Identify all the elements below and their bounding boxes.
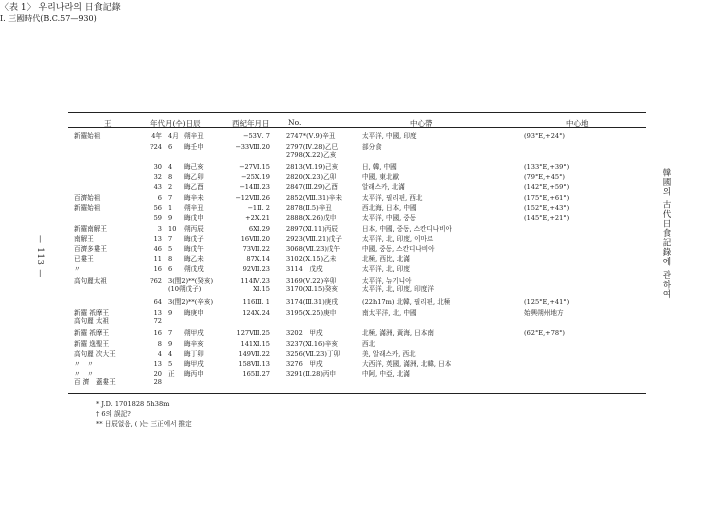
row-number: 3195(Ⅹ.25)庚申	[286, 309, 337, 317]
footnote: ** 日辰없음, ( )는 三正에서 推定	[96, 420, 192, 428]
row-month: 5	[168, 360, 173, 368]
row-month: 7	[168, 194, 173, 202]
row-western-date: Ⅺ.15	[253, 285, 270, 293]
row-central-belt: 日, 韓, 中國	[362, 163, 397, 171]
row-central-point: (133°E,+39°)	[524, 163, 570, 171]
row-king: 百 濟 蓋婁王	[74, 378, 116, 386]
row-day: 朔戊戌	[184, 265, 204, 273]
row-day: 晦甲戌	[184, 360, 204, 368]
row-western-date: +2Ⅹ.21	[245, 214, 270, 222]
row-western-date: 114Ⅳ.23	[240, 277, 270, 285]
row-year: 32	[153, 173, 162, 181]
row-king: 高句麗 太祖	[74, 317, 110, 325]
row-day: 晦丙申	[184, 370, 204, 378]
row-central-belt: 西北海, 日本, 中國	[362, 204, 417, 212]
row-western-date: −25Ⅹ.19	[240, 173, 270, 181]
row-western-date: 127Ⅷ.25	[236, 329, 270, 337]
row-western-date: 149Ⅶ.22	[238, 350, 270, 358]
row-king: 南解王	[74, 235, 94, 243]
row-western-date: 158Ⅶ.13	[238, 360, 270, 368]
row-day: 晦乙酉	[184, 183, 204, 191]
row-month: 8	[168, 255, 173, 263]
row-month: 9	[168, 340, 173, 348]
row-year: 20	[153, 370, 162, 378]
row-number: 3170(Ⅺ.15)癸亥	[286, 285, 338, 293]
row-day: 晦庚申	[184, 309, 204, 317]
row-central-belt: 太平洋, 北, 印度, 이마르	[362, 235, 434, 243]
row-king: 高句麗 次大王	[74, 350, 116, 358]
row-central-belt: 中阿, 中亞, 北滿	[362, 370, 410, 378]
row-western-date: −1Ⅱ. 2	[247, 204, 270, 212]
row-year: 13	[153, 235, 162, 243]
row-king: 新羅始祖	[74, 204, 101, 212]
row-number: 2852(Ⅷ.31)辛未	[286, 194, 342, 202]
row-day: 朔辛丑	[184, 132, 204, 140]
row-central-belt: 中國, 東北歐	[362, 173, 400, 181]
row-month: 2	[168, 183, 173, 191]
row-central-belt: 日本, 中國, 중동, 스칸디나비아	[362, 225, 452, 233]
row-central-belt: 南太平洋, 北, 中國	[362, 309, 417, 317]
row-western-date: 16Ⅷ.20	[240, 235, 270, 243]
row-month: 3(閏2)**(癸亥)	[168, 277, 214, 285]
row-number: 3237(Ⅺ.16)辛亥	[286, 340, 338, 348]
row-number: 3114 戊戌	[286, 265, 323, 273]
row-central-belt: 알래스카, 北滿	[362, 183, 405, 191]
row-central-belt: 太平洋, 北, 印度	[362, 265, 410, 273]
row-central-point: (175°E,+61°)	[524, 194, 570, 202]
bottom-rule	[68, 393, 646, 394]
header-date: 年代月(수)日辰	[150, 119, 201, 128]
row-central-belt: (22h17m) 北韓, 필리핀, 北極	[362, 298, 451, 306]
row-number: 2747*(Ⅴ.9)辛丑	[286, 132, 336, 140]
row-number: 2878(Ⅱ.5)辛丑	[286, 204, 332, 212]
row-central-belt: 北極, 西比, 北滿	[362, 255, 410, 263]
row-month: 3(閏2)**(辛亥)	[168, 298, 214, 306]
row-number: 3068(Ⅶ.23)戊午	[286, 245, 341, 253]
row-western-date: 92Ⅶ.23	[242, 265, 270, 273]
row-month: 1	[168, 204, 173, 212]
row-month: 6	[168, 143, 173, 151]
row-number: 3291(Ⅱ.28)丙申	[286, 370, 337, 378]
row-year: 6	[157, 194, 162, 202]
row-king: 新羅 祇摩王	[74, 329, 110, 337]
row-year: 4年	[151, 132, 162, 140]
row-number: 2813(Ⅵ.19)己亥	[286, 163, 339, 171]
row-king: 新羅南解王	[74, 225, 107, 233]
row-day: 晦乙未	[184, 255, 204, 263]
section-title: Ⅰ. 三國時代(B.C.57—930)	[0, 14, 97, 23]
row-month: 10	[168, 225, 177, 233]
row-western-date: −27Ⅵ.15	[238, 163, 270, 171]
row-number: 2820(Ⅹ.23)乙卯	[286, 173, 337, 181]
row-day: 晦戊午	[184, 245, 204, 253]
row-western-date: 124Ⅹ.24	[242, 309, 270, 317]
row-number: 3256(Ⅶ.23)丁卯	[286, 350, 341, 358]
row-central-point: (79°E,+45°)	[524, 173, 565, 181]
row-western-date: 141Ⅺ.15	[240, 340, 270, 348]
table-caption: 〈表 1〉 우리나라의 日食記錄	[0, 3, 121, 13]
running-head: 韓國의 古代日食記錄에 관하여	[661, 168, 671, 299]
row-day: 晦壬申	[184, 143, 204, 151]
row-year: 16	[153, 329, 162, 337]
row-central-belt: 太平洋, 中國, 중동	[362, 214, 417, 222]
row-month: 8	[168, 173, 173, 181]
row-month: 9	[168, 214, 173, 222]
row-western-date: 116Ⅲ. 1	[242, 298, 270, 306]
row-year: 16	[153, 265, 162, 273]
row-year: 72	[153, 317, 162, 325]
row-king: 新羅 逸聖王	[74, 340, 110, 348]
row-day: 朔甲戌	[184, 329, 204, 337]
row-month: 6	[168, 265, 173, 273]
row-central-belt: 中國, 중동, 스칸디나비아	[362, 245, 435, 253]
row-year: 4	[157, 350, 162, 358]
row-central-point: (152°E,+43°)	[524, 204, 570, 212]
row-central-belt: 太平洋, 中國, 印度	[362, 132, 417, 140]
page-number: — 113 —	[36, 235, 45, 279]
row-central-belt: 北極, 滿洲, 黃海, 日本南	[362, 329, 434, 337]
row-year: 43	[153, 183, 162, 191]
row-central-belt: 西北	[362, 340, 376, 348]
row-month: 7	[168, 235, 173, 243]
row-month: 4月	[168, 132, 179, 140]
row-day: 晦戊申	[184, 214, 204, 222]
row-year: 28	[153, 378, 162, 386]
row-central-belt: 太平洋, 北, 印度, 印度洋	[362, 285, 434, 293]
row-western-date: 6Ⅺ.29	[248, 225, 270, 233]
row-number: 2798(Ⅹ.22)乙亥	[286, 151, 337, 159]
row-month: 4	[168, 350, 173, 358]
row-day: 晦戊子	[184, 235, 204, 243]
row-central-point: (125°E,+41°)	[524, 298, 570, 306]
row-western-date: 87Ⅹ.14	[246, 255, 270, 263]
row-day: 朔辛丑	[184, 204, 204, 212]
row-day: 朔丙辰	[184, 225, 204, 233]
row-month: 正	[168, 370, 175, 378]
row-number: 2897(Ⅺ.11)丙辰	[286, 225, 338, 233]
row-central-belt: 大西洋, 英國, 滿洲, 北韓, 日本	[362, 360, 452, 368]
row-month: 7	[168, 329, 173, 337]
row-western-date: −53Ⅴ. 7	[242, 132, 270, 140]
row-number: 2888(Ⅹ.26)戊申	[286, 214, 337, 222]
row-central-point: (142°E,+59°)	[524, 183, 570, 191]
row-number: 2797(Ⅳ.28)乙巳	[286, 143, 339, 151]
row-day: 晦乙卯	[184, 173, 204, 181]
row-number: 3102(Ⅹ.15)乙未	[286, 255, 337, 263]
row-central-belt: 美, 알래스카, 西北	[362, 350, 416, 358]
row-year: 3	[157, 225, 162, 233]
row-year: 56	[153, 204, 162, 212]
row-king: 已婁王	[74, 255, 94, 263]
row-king: 〃 〃	[74, 360, 94, 368]
row-central-point: 始興朔州地方	[524, 309, 564, 317]
row-year: 8	[157, 340, 162, 348]
row-king: 新羅始祖	[74, 132, 101, 140]
row-number: 2847(Ⅲ.29)乙酉	[286, 183, 338, 191]
row-western-date: −12Ⅷ.26	[235, 194, 270, 202]
row-central-point: (145°E,+21°)	[524, 214, 570, 222]
row-year: 46	[153, 245, 162, 253]
row-number: 3202 甲戌	[286, 329, 323, 337]
row-month: 5	[168, 245, 173, 253]
row-king: 〃 〃	[74, 370, 94, 378]
row-year: 11	[153, 255, 162, 263]
row-year: 59	[153, 214, 162, 222]
header-belt: 中心帶	[410, 119, 433, 128]
row-western-date: 73Ⅶ.22	[242, 245, 270, 253]
row-day: 晦丁卯	[184, 350, 204, 358]
row-central-point: (62°E,+78°)	[524, 329, 565, 337]
footnotes	[96, 399, 192, 429]
row-central-belt: 太平洋, 뉴기니아	[362, 277, 412, 285]
header-center: 中心地	[566, 119, 589, 128]
row-year: ?24	[150, 143, 162, 151]
row-number: 2923(Ⅷ.21)戊子	[286, 235, 342, 243]
row-king: 高句麗太祖	[74, 277, 107, 285]
row-day: 晦己亥	[184, 163, 204, 171]
row-number: 3174(Ⅲ.31)庚戌	[286, 298, 338, 306]
row-month: (10朔戊子)	[168, 285, 202, 293]
footnote: * J.D. 1701828 5h38m	[96, 400, 170, 408]
row-number: 3276 甲戌	[286, 360, 323, 368]
row-number: 3169(Ⅴ.22)辛卯	[286, 277, 337, 285]
row-month: 4	[168, 163, 173, 171]
header-jd: 西紀年月日	[232, 119, 270, 128]
row-central-belt: 部分食	[362, 143, 382, 151]
row-year: 13	[153, 360, 162, 368]
row-year: 64	[153, 298, 162, 306]
row-year: ?62	[150, 277, 162, 285]
header-no: No.	[288, 118, 302, 127]
row-year: 30	[153, 163, 162, 171]
row-central-point: (93°E,+24°)	[524, 132, 565, 140]
header-king: 王	[104, 119, 112, 128]
row-western-date: −14Ⅲ.23	[239, 183, 270, 191]
row-month: 9	[168, 309, 173, 317]
footnote: † 6의 誤記?	[96, 410, 131, 418]
top-rule	[68, 112, 646, 113]
row-day: 晦辛亥	[184, 340, 204, 348]
row-king: 〃	[74, 265, 81, 273]
row-king: 百濟多婁王	[74, 245, 107, 253]
row-central-belt: 太平洋, 필리핀, 西北	[362, 194, 423, 202]
row-year: 13	[153, 309, 162, 317]
row-day: 晦辛未	[184, 194, 204, 202]
row-western-date: 165Ⅱ.27	[242, 370, 270, 378]
row-western-date: −33Ⅷ.20	[235, 143, 270, 151]
row-king: 新羅 祇摩王	[74, 309, 110, 317]
row-king: 百濟始祖	[74, 194, 101, 202]
